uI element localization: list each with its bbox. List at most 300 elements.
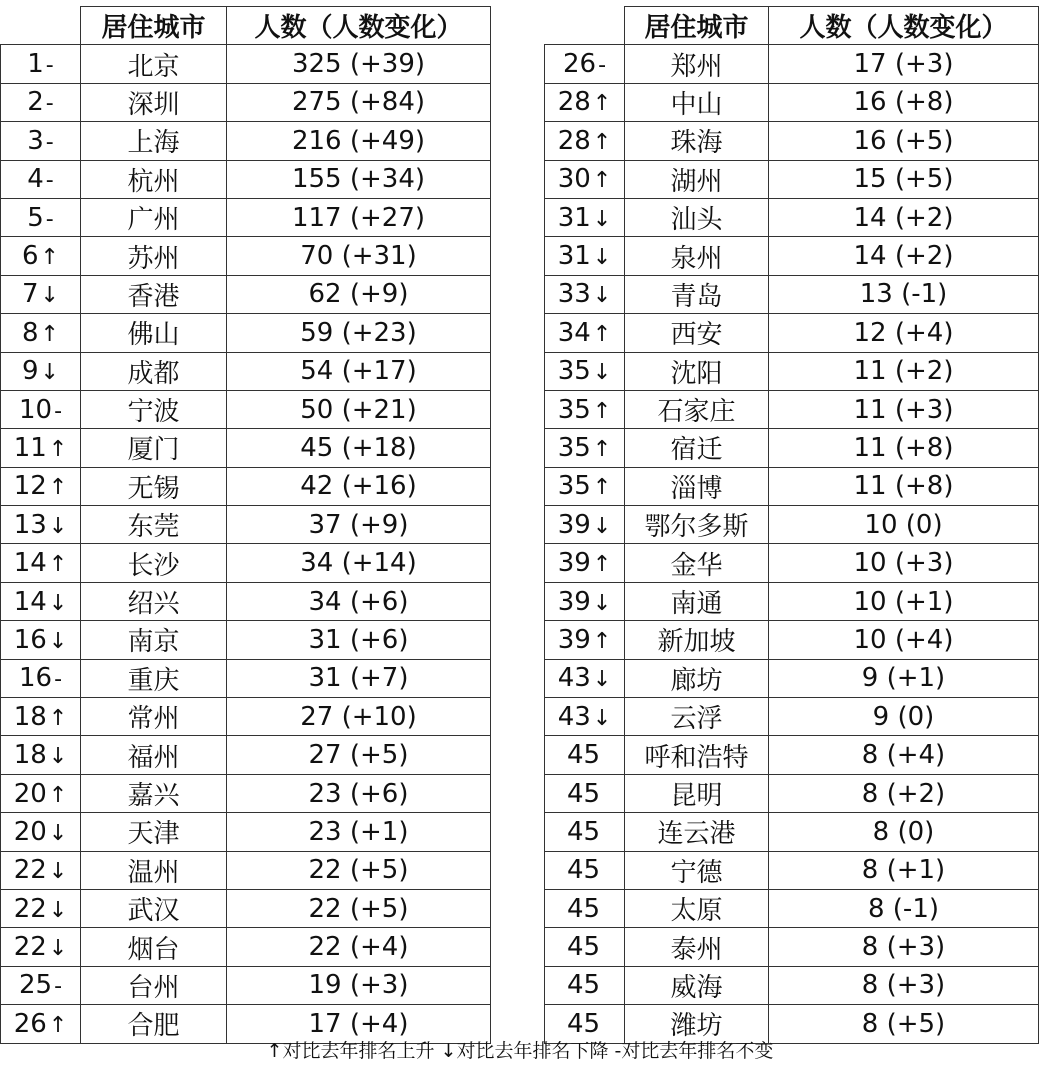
count-cell: 59 (+23) xyxy=(227,314,491,352)
rank-up-icon: ↑ xyxy=(592,129,612,155)
rank-cell xyxy=(545,275,625,313)
count-cell: 8 (0) xyxy=(769,813,1039,851)
count-cell: 50 (+21) xyxy=(227,390,491,428)
rank-up-icon: ↑ xyxy=(48,782,68,808)
city-cell: 广州 xyxy=(81,198,227,236)
rank-down-icon: ↓ xyxy=(48,859,68,885)
count-cell: 17 (+4) xyxy=(227,1005,491,1043)
rank-number: 13 xyxy=(13,509,47,540)
table-row xyxy=(1,851,491,889)
city-cell: 西安 xyxy=(625,314,769,352)
city-cell: 常州 xyxy=(81,698,227,736)
city-cell: 温州 xyxy=(81,851,227,889)
rank-cell xyxy=(1,544,81,582)
count-cell: 42 (+16) xyxy=(227,467,491,505)
rank-number: 18 xyxy=(13,740,47,771)
table-row xyxy=(545,275,1039,313)
city-cell: 天津 xyxy=(81,813,227,851)
rank-number: 30 xyxy=(557,164,591,195)
city-cell: 无锡 xyxy=(81,467,227,505)
rank-cell xyxy=(1,813,81,851)
city-cell: 鄂尔多斯 xyxy=(625,506,769,544)
count-cell: 45 (+18) xyxy=(227,429,491,467)
rank-cell xyxy=(545,928,625,966)
rank-number: 39 xyxy=(557,509,591,540)
count-cell: 27 (+10) xyxy=(227,698,491,736)
rank-number: 3 xyxy=(27,125,44,156)
rank-up-icon: ↑ xyxy=(592,398,612,424)
rank-cell xyxy=(545,122,625,160)
rank-cell xyxy=(545,352,625,390)
rank-number: 18 xyxy=(13,701,47,732)
table-row xyxy=(1,429,491,467)
city-cell: 中山 xyxy=(625,83,769,121)
table-row xyxy=(1,506,491,544)
rank-down-icon: ↓ xyxy=(48,513,68,539)
count-cell: 34 (+6) xyxy=(227,582,491,620)
table-row xyxy=(545,390,1039,428)
count-cell: 16 (+5) xyxy=(769,122,1039,160)
count-cell: 31 (+6) xyxy=(227,621,491,659)
rank-same-mark: - xyxy=(54,667,63,693)
rank-cell xyxy=(1,83,81,121)
rank-number: 6 xyxy=(22,241,39,272)
rank-number: 12 xyxy=(13,471,47,502)
city-cell: 呼和浩特 xyxy=(625,736,769,774)
table-row xyxy=(545,966,1039,1004)
city-cell: 珠海 xyxy=(625,122,769,160)
rank-down-icon: ↓ xyxy=(592,705,612,731)
count-cell: 27 (+5) xyxy=(227,736,491,774)
table-body-right xyxy=(545,45,1039,1043)
rank-up-icon: ↑ xyxy=(48,552,68,578)
rank-number: 35 xyxy=(557,432,591,463)
count-cell: 325 (+39) xyxy=(227,45,491,83)
rank-number: 11 xyxy=(13,432,47,463)
rank-number: 45 xyxy=(566,855,601,886)
rank-number: 45 xyxy=(566,740,601,771)
count-cell: 275 (+84) xyxy=(227,83,491,121)
count-cell: 11 (+8) xyxy=(769,467,1039,505)
rank-cell xyxy=(1,774,81,812)
count-cell: 8 (-1) xyxy=(769,889,1039,927)
rank-cell xyxy=(545,851,625,889)
rank-number: 45 xyxy=(566,816,601,847)
rank-cell xyxy=(1,736,81,774)
rank-same-mark: - xyxy=(45,168,54,194)
city-cell: 宁德 xyxy=(625,851,769,889)
rank-number: 31 xyxy=(557,241,591,272)
city-cell: 杭州 xyxy=(81,160,227,198)
table-row xyxy=(545,928,1039,966)
table-row xyxy=(1,45,491,83)
count-cell: 16 (+8) xyxy=(769,83,1039,121)
table-row xyxy=(545,429,1039,467)
table-row xyxy=(545,160,1039,198)
header-count: 人数（人数变化） xyxy=(769,7,1039,45)
table-row xyxy=(1,698,491,736)
count-cell: 10 (+3) xyxy=(769,544,1039,582)
city-cell: 深圳 xyxy=(81,83,227,121)
count-cell: 70 (+31) xyxy=(227,237,491,275)
rank-cell xyxy=(545,966,625,1004)
rank-cell xyxy=(1,889,81,927)
rank-number: 45 xyxy=(566,778,601,809)
rank-cell xyxy=(1,429,81,467)
rank-up-icon: ↑ xyxy=(48,436,68,462)
rank-up-icon: ↑ xyxy=(592,475,612,501)
count-cell: 10 (+1) xyxy=(769,582,1039,620)
count-cell: 14 (+2) xyxy=(769,198,1039,236)
rank-number: 28 xyxy=(557,125,591,156)
rank-number: 1 xyxy=(27,49,44,80)
rank-cell xyxy=(1,390,81,428)
ranking-table-left xyxy=(0,6,491,1044)
city-cell: 长沙 xyxy=(81,544,227,582)
table-row xyxy=(1,774,491,812)
rank-cell xyxy=(1,314,81,352)
count-cell: 54 (+17) xyxy=(227,352,491,390)
count-cell: 37 (+9) xyxy=(227,506,491,544)
count-cell: 9 (0) xyxy=(769,698,1039,736)
rank-down-icon: ↓ xyxy=(48,628,68,654)
count-cell: 10 (+4) xyxy=(769,621,1039,659)
rank-number: 5 xyxy=(27,202,44,233)
rank-same-mark: - xyxy=(45,129,54,155)
rank-up-icon: ↑ xyxy=(592,168,612,194)
rank-down-icon: ↓ xyxy=(592,360,612,386)
rank-cell xyxy=(1,582,81,620)
rank-cell xyxy=(1,621,81,659)
count-cell: 8 (+3) xyxy=(769,966,1039,1004)
table-header-row xyxy=(545,7,1039,45)
rank-number: 35 xyxy=(557,471,591,502)
city-cell: 烟台 xyxy=(81,928,227,966)
table-row xyxy=(545,851,1039,889)
rank-down-icon: ↓ xyxy=(40,283,59,309)
rank-number: 7 xyxy=(22,279,39,310)
rank-number: 26 xyxy=(13,1008,47,1039)
rank-cell xyxy=(545,160,625,198)
rank-cell xyxy=(545,621,625,659)
header-city: 居住城市 xyxy=(81,7,227,45)
rank-number: 28 xyxy=(557,87,591,118)
table-row xyxy=(545,544,1039,582)
header-rank-blank xyxy=(545,7,625,45)
legend-note: ↑对比去年排名上升 ↓对比去年排名下降 -对比去年排名不变 xyxy=(266,1040,774,1062)
table-row xyxy=(1,928,491,966)
count-cell: 22 (+5) xyxy=(227,889,491,927)
rank-number: 33 xyxy=(557,279,591,310)
table-row xyxy=(545,467,1039,505)
rank-number: 45 xyxy=(566,970,601,1001)
table-row xyxy=(1,813,491,851)
table-row xyxy=(545,659,1039,697)
count-cell: 31 (+7) xyxy=(227,659,491,697)
rank-cell xyxy=(545,45,625,83)
table-row xyxy=(545,698,1039,736)
rank-number: 2 xyxy=(27,87,44,118)
count-cell: 117 (+27) xyxy=(227,198,491,236)
count-cell: 216 (+49) xyxy=(227,122,491,160)
table-row xyxy=(1,621,491,659)
rank-number: 35 xyxy=(557,394,591,425)
table-row xyxy=(1,659,491,697)
rank-number: 9 xyxy=(22,356,39,387)
rank-cell xyxy=(1,160,81,198)
table-row xyxy=(1,889,491,927)
rank-number: 39 xyxy=(557,586,591,617)
city-cell: 连云港 xyxy=(625,813,769,851)
rank-down-icon: ↓ xyxy=(592,590,612,616)
rank-cell xyxy=(545,736,625,774)
city-cell: 淄博 xyxy=(625,467,769,505)
rank-up-icon: ↑ xyxy=(48,1012,68,1038)
rank-number: 43 xyxy=(557,663,591,694)
rank-down-icon: ↓ xyxy=(48,590,68,616)
rank-cell xyxy=(545,813,625,851)
rank-down-icon: ↓ xyxy=(48,897,68,923)
rank-cell xyxy=(1,275,81,313)
city-cell: 香港 xyxy=(81,275,227,313)
count-cell: 13 (-1) xyxy=(769,275,1039,313)
rank-number: 43 xyxy=(557,701,591,732)
rank-number: 22 xyxy=(13,932,47,963)
city-cell: 潍坊 xyxy=(625,1005,769,1043)
rank-same-mark: - xyxy=(54,974,63,1000)
city-cell: 南京 xyxy=(81,621,227,659)
header-city: 居住城市 xyxy=(625,7,769,45)
rank-up-icon: ↑ xyxy=(40,321,59,347)
rank-number: 25 xyxy=(18,970,53,1001)
city-cell: 汕头 xyxy=(625,198,769,236)
city-cell: 云浮 xyxy=(625,698,769,736)
count-cell: 8 (+1) xyxy=(769,851,1039,889)
city-cell: 重庆 xyxy=(81,659,227,697)
city-cell: 嘉兴 xyxy=(81,774,227,812)
rank-cell xyxy=(1,506,81,544)
rank-cell xyxy=(545,698,625,736)
rank-number: 35 xyxy=(557,356,591,387)
rank-number: 31 xyxy=(557,202,591,233)
rank-number: 10 xyxy=(18,394,53,425)
city-cell: 石家庄 xyxy=(625,390,769,428)
rank-cell xyxy=(545,390,625,428)
city-cell: 新加坡 xyxy=(625,621,769,659)
city-cell: 合肥 xyxy=(81,1005,227,1043)
count-cell: 15 (+5) xyxy=(769,160,1039,198)
count-cell: 9 (+1) xyxy=(769,659,1039,697)
rank-number: 20 xyxy=(13,816,47,847)
table-row xyxy=(1,467,491,505)
city-cell: 宿迁 xyxy=(625,429,769,467)
rank-up-icon: ↑ xyxy=(592,552,612,578)
rank-number: 22 xyxy=(13,893,47,924)
table-row xyxy=(1,83,491,121)
rank-number: 8 xyxy=(22,317,39,348)
count-cell: 8 (+5) xyxy=(769,1005,1039,1043)
city-cell: 南通 xyxy=(625,582,769,620)
city-cell: 苏州 xyxy=(81,237,227,275)
count-cell: 23 (+1) xyxy=(227,813,491,851)
rank-number: 14 xyxy=(13,586,47,617)
ranking-table-right xyxy=(544,6,1039,1044)
rank-cell xyxy=(545,582,625,620)
city-cell: 东莞 xyxy=(81,506,227,544)
table-header-row xyxy=(1,7,491,45)
table-row xyxy=(1,966,491,1004)
city-cell: 上海 xyxy=(81,122,227,160)
table-row xyxy=(1,275,491,313)
city-cell: 厦门 xyxy=(81,429,227,467)
rank-cell xyxy=(545,314,625,352)
rank-up-icon: ↑ xyxy=(592,321,612,347)
city-cell: 廊坊 xyxy=(625,659,769,697)
rank-number: 45 xyxy=(566,1008,601,1039)
count-cell: 19 (+3) xyxy=(227,966,491,1004)
rank-down-icon: ↓ xyxy=(40,360,59,386)
rank-down-icon: ↓ xyxy=(592,667,612,693)
table-row xyxy=(545,582,1039,620)
count-cell: 14 (+2) xyxy=(769,237,1039,275)
header-count: 人数（人数变化） xyxy=(227,7,491,45)
city-cell: 泉州 xyxy=(625,237,769,275)
rank-number: 22 xyxy=(13,855,47,886)
table-row xyxy=(1,390,491,428)
rank-cell xyxy=(1,851,81,889)
table-row xyxy=(545,774,1039,812)
city-cell: 成都 xyxy=(81,352,227,390)
rank-down-icon: ↓ xyxy=(48,744,68,770)
rank-down-icon: ↓ xyxy=(48,820,68,846)
table-row xyxy=(1,736,491,774)
count-cell: 23 (+6) xyxy=(227,774,491,812)
table-row xyxy=(545,237,1039,275)
rank-cell xyxy=(1,122,81,160)
rank-cell xyxy=(545,198,625,236)
rank-up-icon: ↑ xyxy=(592,436,612,462)
table-row xyxy=(1,160,491,198)
count-cell: 17 (+3) xyxy=(769,45,1039,83)
rank-down-icon: ↓ xyxy=(48,936,68,962)
table-row xyxy=(545,506,1039,544)
city-cell: 昆明 xyxy=(625,774,769,812)
rank-down-icon: ↓ xyxy=(592,245,612,271)
city-cell: 福州 xyxy=(81,736,227,774)
rank-cell xyxy=(545,429,625,467)
rank-cell xyxy=(545,774,625,812)
rank-down-icon: ↓ xyxy=(592,206,612,232)
city-cell: 台州 xyxy=(81,966,227,1004)
rank-cell xyxy=(1,467,81,505)
city-cell: 金华 xyxy=(625,544,769,582)
city-cell: 湖州 xyxy=(625,160,769,198)
rank-cell xyxy=(1,928,81,966)
header-rank-blank xyxy=(1,7,81,45)
rank-same-mark: - xyxy=(54,398,63,424)
table-row xyxy=(545,813,1039,851)
rank-cell xyxy=(1,352,81,390)
rank-up-icon: ↑ xyxy=(40,245,59,271)
city-cell: 青岛 xyxy=(625,275,769,313)
table-row xyxy=(1,544,491,582)
rank-cell xyxy=(1,698,81,736)
rank-number: 34 xyxy=(557,317,591,348)
rank-number: 14 xyxy=(13,548,47,579)
count-cell: 12 (+4) xyxy=(769,314,1039,352)
count-cell: 8 (+4) xyxy=(769,736,1039,774)
rank-up-icon: ↑ xyxy=(592,628,612,654)
rank-same-mark: - xyxy=(45,91,54,117)
count-cell: 22 (+5) xyxy=(227,851,491,889)
table-row xyxy=(545,83,1039,121)
table-row xyxy=(545,45,1039,83)
count-cell: 11 (+3) xyxy=(769,390,1039,428)
table-row xyxy=(545,352,1039,390)
table-row xyxy=(545,736,1039,774)
rank-cell xyxy=(545,506,625,544)
city-cell: 泰州 xyxy=(625,928,769,966)
count-cell: 62 (+9) xyxy=(227,275,491,313)
rank-cell xyxy=(545,659,625,697)
table-row xyxy=(1,314,491,352)
rank-up-icon: ↑ xyxy=(48,705,68,731)
table-row xyxy=(545,314,1039,352)
rank-down-icon: ↓ xyxy=(592,283,612,309)
city-cell: 太原 xyxy=(625,889,769,927)
rank-up-icon: ↑ xyxy=(48,475,68,501)
rank-up-icon: ↑ xyxy=(592,91,612,117)
rank-cell xyxy=(1,659,81,697)
table-row xyxy=(1,237,491,275)
count-cell: 11 (+2) xyxy=(769,352,1039,390)
table-row xyxy=(1,122,491,160)
rank-number: 16 xyxy=(13,624,47,655)
rank-number: 45 xyxy=(566,893,601,924)
rank-cell xyxy=(545,237,625,275)
rank-cell xyxy=(545,889,625,927)
rank-cell xyxy=(1,966,81,1004)
count-cell: 155 (+34) xyxy=(227,160,491,198)
city-cell: 宁波 xyxy=(81,390,227,428)
rank-cell xyxy=(545,83,625,121)
rank-number: 16 xyxy=(18,663,53,694)
city-cell: 佛山 xyxy=(81,314,227,352)
table-row xyxy=(545,198,1039,236)
rank-same-mark: - xyxy=(45,53,54,79)
city-cell: 武汉 xyxy=(81,889,227,927)
table-row xyxy=(545,122,1039,160)
table-row xyxy=(1,198,491,236)
table-row xyxy=(1,352,491,390)
city-cell: 北京 xyxy=(81,45,227,83)
rank-cell xyxy=(1,45,81,83)
rank-number: 39 xyxy=(557,548,591,579)
rank-number: 4 xyxy=(27,164,44,195)
rank-number: 20 xyxy=(13,778,47,809)
count-cell: 8 (+3) xyxy=(769,928,1039,966)
city-cell: 威海 xyxy=(625,966,769,1004)
rank-cell xyxy=(545,467,625,505)
rank-number: 39 xyxy=(557,624,591,655)
city-cell: 郑州 xyxy=(625,45,769,83)
count-cell: 8 (+2) xyxy=(769,774,1039,812)
table-body-left xyxy=(1,45,491,1043)
city-cell: 绍兴 xyxy=(81,582,227,620)
count-cell: 34 (+14) xyxy=(227,544,491,582)
table-row xyxy=(545,889,1039,927)
table-row xyxy=(545,621,1039,659)
